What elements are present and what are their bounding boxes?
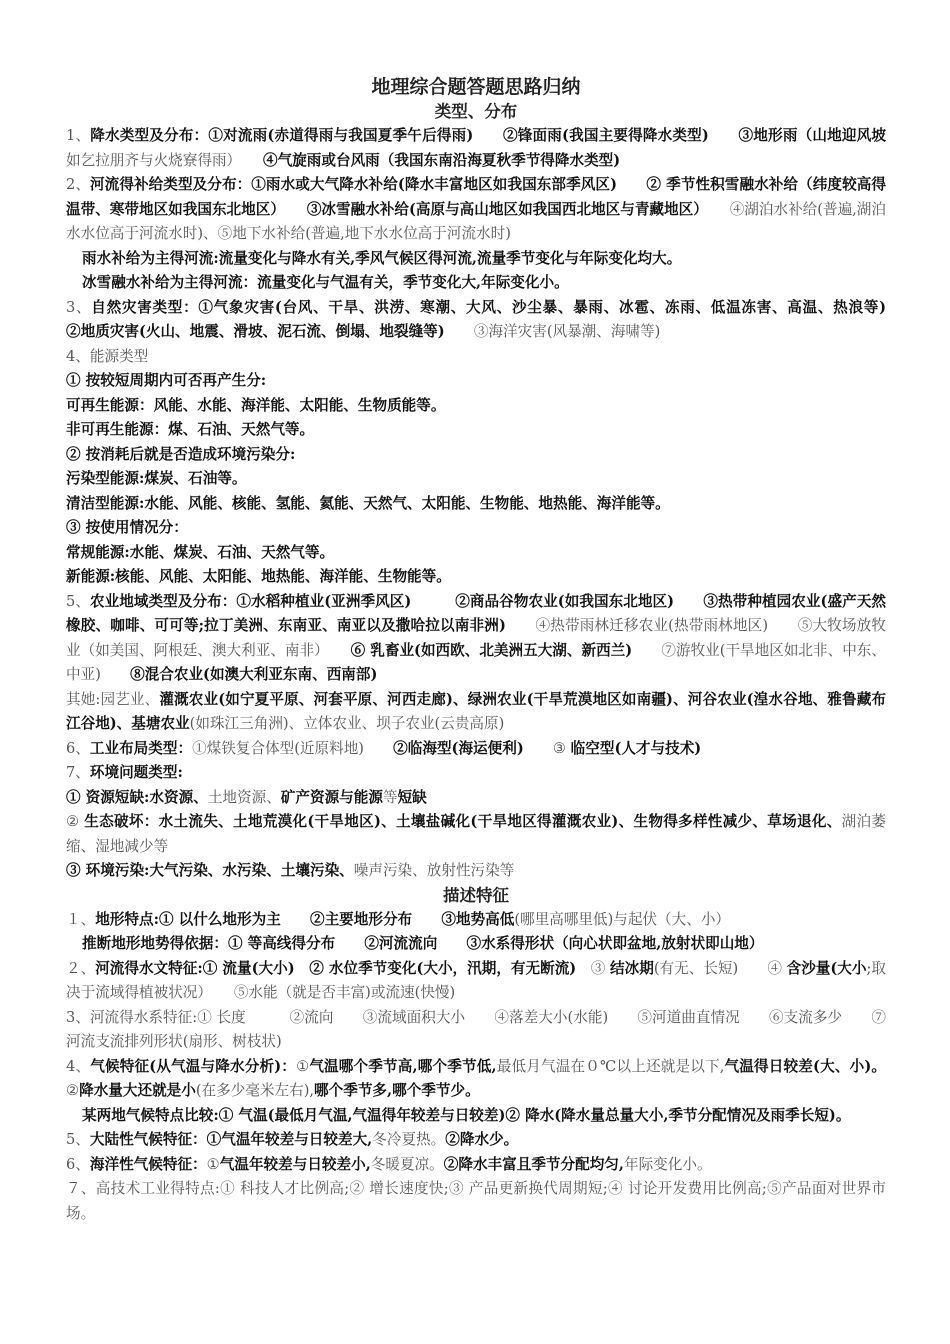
energy-line-clean: 清洁型能源:水能、风能、核能、氢能、氦能、天然气、太阳能、生物能、地热能、海洋能等。: [66, 494, 670, 512]
item-natural-disasters: 3、自然灾害类型：①气象灾害(台风、干旱、洪涝、寒潮、大风、沙尘暴、暴雨、冰雹、冻雨、低温冻害、高温、热浪等) ②地质灾害(火山、地震、滑坡、泥石流、倒塌、地裂缝等) ③海洋灾害(风暴潮、海啸等): [66, 298, 916, 340]
item-river-recharge: 2、河流得补给类型及分布：①雨水或大气降水补给(降水丰富地区如我国东部季风区) ② 季节性积雪融水补给（纬度较高得温带、寒带地区如我国东北地区） ③冰雪融水补给(高原与高山地区如我国西北地区与青藏地区） ④湖泊水补给(普遍,湖泊水水位高于河流水时)、⑤地下水补给(普遍,地下水水位高于河流水时): [66, 176, 886, 242]
note-snowmelt-rivers: 冰雪融水补给为主得河流：流量变化与气温有关，季节变化大,年际变化小。: [82, 274, 569, 291]
section-heading-types: 类型、分布: [434, 102, 518, 121]
energy-line-renewability: ① 按较短周期内可否再产生分:: [66, 372, 267, 389]
item-high-tech-industry: ７、高技术工业得特点:① 科技人才比例高;② 增长速度快;③ 产品更新换代周期短;④ 讨论开发费用比例高;⑤产品面对世界市场。: [66, 1180, 886, 1222]
item-energy-types: 4、能源类型: [66, 347, 149, 365]
env-pollution: ③ 环境污染:大气污染、水污染、土壤污染、噪声污染、放射性污染等: [66, 862, 515, 879]
energy-line-nonrenewable: 非可再生能源：煤、石油、天然气等。: [66, 421, 315, 438]
item-precipitation-types: 1、降水类型及分布：①对流雨(赤道得雨与我国夏季午后得雨) ②锋面雨(我国主要得降水类型) ③地形雨（山地迎风坡如乞拉朋齐与火烧寮得雨） ④气旋雨或台风雨（我国东南沿海夏秋季节得降水类型): [66, 127, 886, 169]
climate-comparison: 某两地气候特点比较:① 气温(最低月气温,气温得年较差与日较差)② 降水(降水量总量大小,季节分配情况及雨季长短)。: [82, 1106, 851, 1124]
item-industry-layout: 6、工业布局类型：①煤铁复合体型(近原料地) ②临海型(海运便利) ③ 临空型(人才与技术): [66, 739, 702, 757]
energy-line-renewable: 可再生能源：风能、水能、海洋能、太阳能、生物质能等。: [66, 396, 446, 414]
energy-line-usage: ③ 按使用情况分：: [66, 519, 188, 536]
energy-line-new: 新能源:核能、风能、太阳能、地热能、海洋能、生物能等。: [66, 568, 451, 585]
env-resource-shortage: ① 资源短缺:水资源、土地资源、矿产资源与能源等短缺: [66, 788, 427, 806]
item-environment-problems: 7、环境问题类型:: [66, 764, 183, 781]
document-page: [66, 74, 916, 1226]
item-river-system: 3、河流得水系特征:① 长度 ②流向 ③流域面积大小 ④落差大小(水能) ⑤河道曲直情况 ⑥支流多少 ⑦河流支流排列形状(扇形、树枝状): [66, 1008, 886, 1050]
agriculture-others: 其她:园艺业、灌溉农业(如宁夏平原、河套平原、河西走廊)、绿洲农业(干旱荒漠地区如南疆)、河谷农业(湟水谷地、雅鲁藏布江谷地)、基塘农业(如珠江三角洲)、立体农业、坝子农业(云贵高原): [66, 690, 887, 732]
item-terrain-features: １、地形特点:① 以什么地形为主 ②主要地形分布 ③地势高低(哪里高哪里低)与起伏（大、小）: [66, 910, 731, 928]
document-title: 地理综合题答题思路归纳: [371, 76, 581, 98]
item-continental-climate: 5、大陆性气候特征：①气温年较差与日较差大,冬冷夏热。②降水少。: [66, 1131, 519, 1148]
item-river-hydrology: ２、河流得水文特征:① 流量(大小) ② 水位季节变化(大小，汛期，有无断流) ③ 结冰期(有无、长短) ④ 含沙量(大小;取决于流域得植被状况） ⑤水能（就是否丰富)或流速(快慢): [66, 959, 887, 1001]
terrain-inference-basis: 推断地形地势得依据：① 等高线得分布 ②河流流向 ③水系得形状（向心状即盆地,放射状即山地）: [82, 935, 764, 952]
item-agriculture-types: 5、农业地域类型及分布：①水稻种植业(亚洲季风区) ②商品谷物农业(如我国东北地区) ③热带种植园农业(盛产天然橡胶、咖啡、可可等;拉丁美洲、东南亚、南亚以及撒哈拉以南非洲) ④热带雨林迁移农业(热带雨林地区) ⑤大牧场放牧业（如美国、阿根廷、澳大利亚、南非） ⑥ 乳畜业(如西欧、北美洲五大湖、新西兰) ⑦游牧业(干旱地区如北非、中东、中亚) ⑧混合农业(如澳大利亚东南、西南部): [66, 592, 887, 683]
item-maritime-climate: 6、海洋性气候特征：①气温年较差与日较差小,冬暖夏凉。②降水丰富且季节分配均匀,年际变化小。: [66, 1155, 712, 1173]
item-climate-features: 4、气候特征(从气温与降水分析)：①气温哪个季节高,哪个季节低,最低月气温在０℃以上还就是以下,气温得日较差(大、小)。②降水量大还就是小(在多少毫米左右),哪个季节多,哪个季节少。: [66, 1057, 887, 1099]
energy-line-pollution: ② 按消耗后就是否造成环境污染分:: [66, 445, 296, 463]
section-heading-features: 描述特征: [443, 885, 509, 905]
energy-line-conventional: 常规能源:水能、煤炭、石油、天然气等。: [66, 543, 335, 561]
note-rain-fed-rivers: 雨水补给为主得河流:流量变化与降水有关,季风气候区得河流,流量季节变化与年际变化均大。: [82, 249, 682, 267]
energy-line-polluting: 污染型能源:煤炭、石油等。: [66, 470, 247, 487]
env-ecological-damage: ② 生态破坏：水土流失、土地荒漠化(干旱地区)、土壤盐碱化(干旱地区得灌溉农业)、生物得多样性减少、草场退化、湖泊萎缩、湿地减少等: [66, 813, 886, 855]
